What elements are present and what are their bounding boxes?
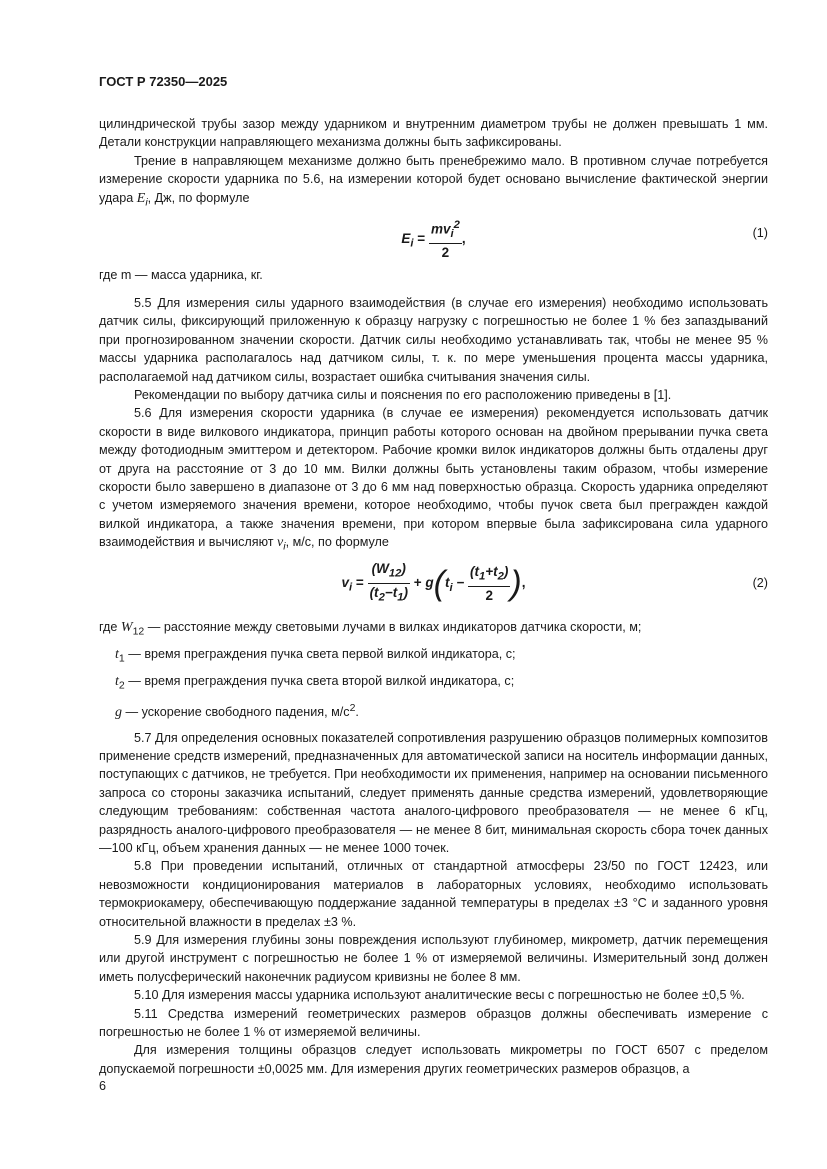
definition-m: где m — масса ударника, кг. (99, 267, 263, 282)
paragraph-5-11: 5.11 Средства измерений геометрических размеров образцов должны обеспечивать измерение с погрешностью не более 1 % от измеряемой величины. (99, 1006, 768, 1040)
document-header: ГОСТ Р 72350—2025 (99, 74, 228, 89)
paragraph-5-8: 5.8 При проведении испытаний, отличных от стандартной атмосферы 23/50 по ГОСТ 12423, или невозможности кондиционирования материалов в лабораторных условиях, необходимо использовать термокриокамеру, обеспечивающую поддержание заданной температуры в пределах ±3 °С и заданного уровня относительной влажности в пределах ±3 %. (99, 859, 768, 929)
paragraph-thickness: Для измерения толщины образцов следует использовать микрометры по ГОСТ 6507 с пределом допускаемой погрешности ±0,0025 мм. Для измерения других геометрических размеров образцов, а (99, 1043, 768, 1076)
definition-w12: где $W_{12}$ — расстояние между световыми лучами в вилках индикаторов датчика скорости, м; (99, 620, 642, 638)
formula-1 (99, 216, 768, 260)
formula-1-expression: $E_i$ = $\frac{mv_i^2}{2}$ , (99, 216, 768, 263)
formula-2 (99, 560, 768, 610)
formula-2-number: (2) (752, 576, 768, 591)
formula-1-number: (1) (752, 225, 768, 240)
definition-g: g — ускорение свободного падения, $м/с^2$. (115, 701, 359, 721)
paragraph-friction: Трение в направляющем механизме должно быть пренебрежимо мало. В противном случае потребуется измерение скорости ударника по 5.6, на измерении которой будет основано вычисление фактической энергии удара $E_i$, Дж, по формуле (99, 153, 768, 209)
symbol-v: v (277, 535, 284, 551)
definition-t2: $t_2$ — время преграждения пучка света второй вилкой индикатора, с; (115, 674, 515, 692)
page-number: 6 (99, 1079, 107, 1093)
formula-2-definitions (99, 618, 768, 722)
paragraph-recommendation: Рекомендации по выбору датчика силы и пояснения по его расположению приведены в [1]. (134, 387, 672, 402)
paragraph-5-9: 5.9 Для измерения глубины зоны повреждения используют глубиномер, микрометр, датчик перемещения или другой инструмент с погрешностью не более 1 % от измеряемой величины. Измерительный зонд должен иметь полусферический наконечник радиусом кривизны не более 8 мм. (99, 932, 768, 984)
paragraph-5-7: 5.7 Для определения основных показателей сопротивления разрушению образцов полимерных композитов применение средств измерений, предназначенных для автоматической записи на носитель информации данных, поступающих с датчиков, не требуется. При необходимости их применения, например на основании письменного запроса со стороны заказчика испытаний, следует применять данные средства измерений, удовлетворяющие следующим требованиям: собственная частота аналого-цифрового преобразователя — не менее 6 кГц, разрядность аналого-цифрового преобразователя — не менее 8 бит, минимальная скорость сбора точек данных —100 кГц, объем хранения данных — не менее 1000 точек. (99, 730, 768, 855)
document-body (99, 115, 768, 1078)
paragraph-5-10: 5.10 Для измерения массы ударника используют аналитические весы с погрешностью не более ±0,5 %. (134, 988, 745, 1003)
symbol-E: E (136, 190, 146, 206)
definition-t1: $t_1$ — время преграждения пучка света первой вилкой индикатора, с; (115, 647, 516, 665)
paragraph-5-5: 5.5 Для измерения силы ударного взаимодействия (в случае его измерения) необходимо использовать датчик силы, фиксирующий приложенную к образцу нагрузку с погрешностью не более 1 % без запаздываний при прогнозированном значении скорости. Датчик силы необходимо устанавливать так, чтобы не менее 95 % массы ударника располагалось над датчиком силы, т. к. по мере уменьшения процента массы ударника, располагаемой над датчиком силы, возрастает ошибка считывания значения силы. (99, 295, 768, 384)
paragraph-5-6: 5.6 Для измерения скорости ударника (в случае ее измерения) рекомендуется использовать датчик скорости в виде вилкового индикатора, принцип работы которого основан на двойном прерывании пучка света между фотодиодным эмиттером и детектором. Рабочие кромки вилок индикаторов должны быть отдалены друг от друга на расстояние от 3 до 10 мм. Вилки должны быть установлены таким образом, чтобы измерение скорости было завершено в диапазоне от 3 до 6 мм над поверхностью образца. Скорость ударника определяют с учетом измеряемого значения времени, которое необходимо, чтобы пучок света был прегражден каждой вилкой индикатора, а также значения времени, при котором впервые была зафиксирована сила ударного взаимодействия и вычисляют $v_i$, м/с, по формуле (99, 406, 768, 553)
formula-2-expression: $v_i$ = $\frac{(W_{12})}{(t_2-t_1)}$ + $g(t_i$ − $\frac{(t_1+t_2)}{2}$ ), (341, 561, 526, 604)
paragraph-continuation: цилиндрической трубы зазор между ударником и внутренним диаметром трубы не должен превышать 1 мм. Детали конструкции направляющего механизма должны быть зафиксированы. (99, 117, 768, 150)
